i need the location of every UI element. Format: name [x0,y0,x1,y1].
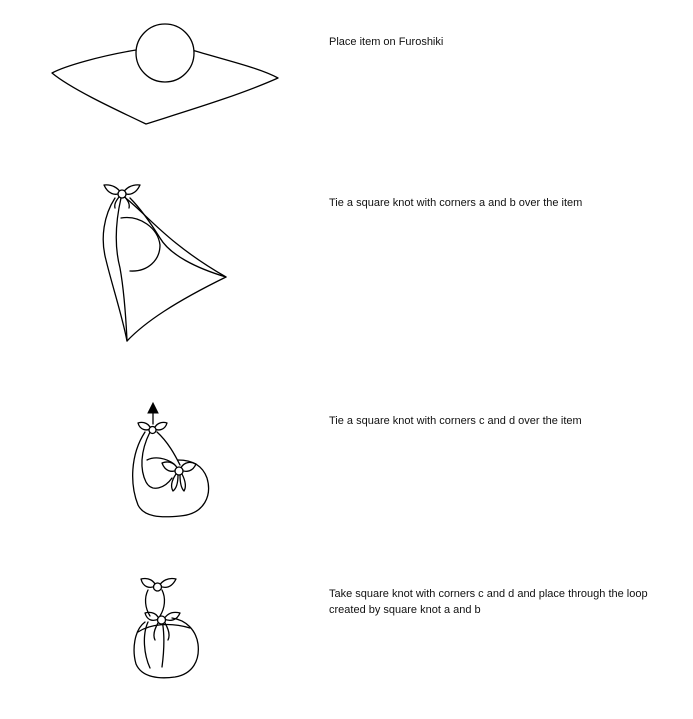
cloth-left-side [103,198,127,341]
step-3 [0,360,693,560]
item-ball-outline [121,218,160,271]
bundle-body [133,432,209,517]
knot-lower-loop-left [145,612,159,620]
knot-lower-tails [154,623,169,640]
knot-upper-center [154,583,162,591]
item-ball [136,24,194,82]
step-2-caption: Tie a square knot with corners a and b over the item [329,197,583,209]
step-4 [0,560,693,719]
step-3-illustration [0,360,300,560]
knot-a-b-center [149,427,156,434]
knot-c-d-tails [172,474,186,491]
step-1-caption: Place item on Furoshiki [329,36,444,48]
knot-lower-center [158,616,166,624]
step-4-illustration [0,560,300,719]
bundle-fold-right [162,620,164,667]
lift-arrow-head [148,403,158,413]
bundle-inner-curve [147,458,174,464]
step-2-illustration [0,160,300,360]
step-3-caption: Tie a square knot with corners c and d over the item [329,415,582,427]
step-1 [0,0,693,160]
step-4-caption: Take square knot with corners c and d and place through the loop created by square knot a and b [329,588,648,616]
step-2 [0,160,693,360]
step-1-illustration [0,0,300,160]
